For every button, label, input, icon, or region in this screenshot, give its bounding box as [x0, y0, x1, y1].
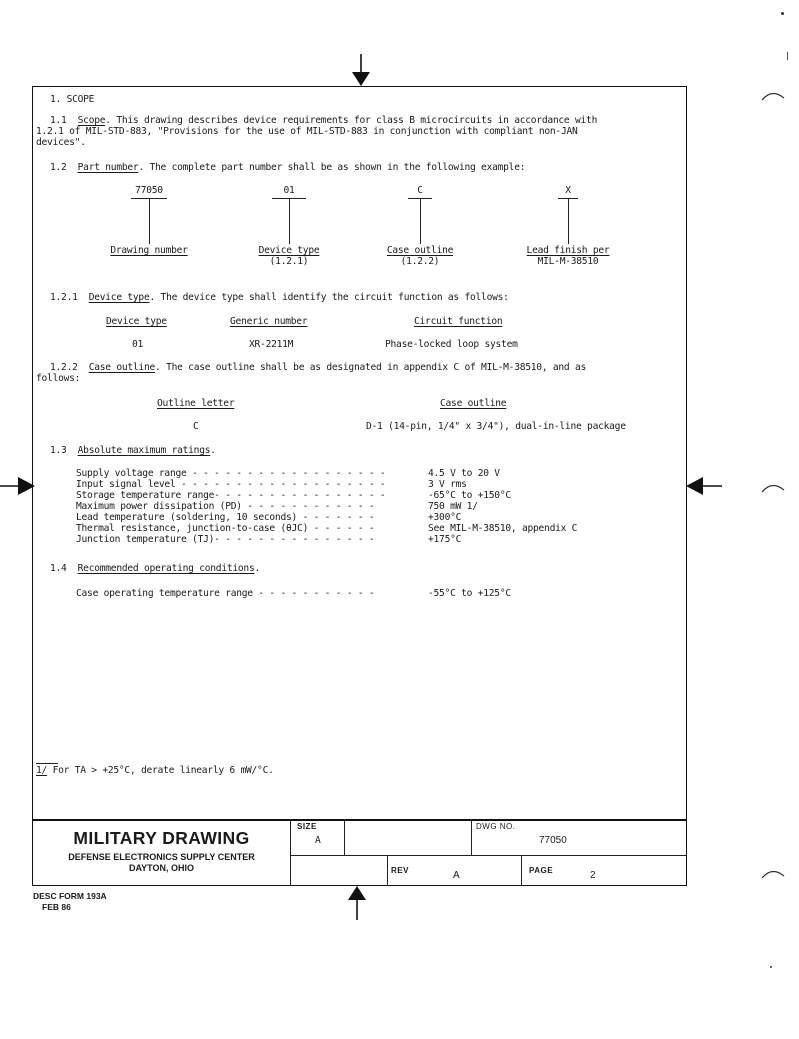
- rating-value: 3 V rms: [428, 479, 467, 490]
- rating-label: Storage temperature range- - - - - - - - - - - - - - - -: [76, 490, 386, 501]
- generic-number-value: XR-2211M: [249, 339, 294, 350]
- part-sub-case-outline: (1.2.2): [400, 256, 440, 267]
- section-1-1-line-3: devices".: [36, 137, 86, 148]
- column-header-circuit-function: Circuit function: [414, 316, 503, 327]
- section-number: 1.2: [50, 162, 67, 173]
- operating-condition-value: -55°C to +125°C: [428, 588, 511, 599]
- part-label-device-type: Device type: [258, 245, 320, 256]
- rating-label: Thermal resistance, junction-to-case (θJC) - - - - - -: [76, 523, 375, 534]
- titleblock-title: MILITARY DRAWING: [73, 828, 250, 848]
- section-title: Device type: [88, 292, 150, 303]
- scan-speck: [787, 52, 788, 60]
- rating-value: +300°C: [428, 512, 462, 523]
- operating-condition-label: Case operating temperature range - - - - - - - - - - -: [76, 588, 375, 599]
- section-1-2-1-line: [50, 292, 509, 303]
- part-connector-stem: [289, 198, 290, 244]
- size-value: A: [315, 835, 321, 846]
- section-1-heading: 1. SCOPE: [50, 94, 95, 105]
- rating-label: Junction temperature (TJ)- - - - - - - - - - - - - - -: [76, 534, 375, 545]
- footnote-text: For TA > +25°C, derate linearly 6 mW/°C.: [52, 765, 274, 776]
- scan-speck: [781, 12, 784, 15]
- footnote-mark: 1/: [36, 765, 48, 776]
- rating-value: 4.5 V to 20 V: [428, 468, 500, 479]
- circuit-function-value: Phase-locked loop system: [385, 339, 518, 350]
- registration-arrow-right: [686, 476, 722, 496]
- form-date: FEB 86: [42, 902, 71, 912]
- section-number: 1.2.2: [50, 362, 78, 373]
- registration-arrow-top: [350, 54, 372, 88]
- section-number: 1.4: [50, 563, 67, 574]
- dwg-no-label: DWG NO.: [476, 822, 516, 831]
- form-number: DESC FORM 193A: [33, 891, 107, 901]
- footnote-rule: [36, 763, 58, 764]
- section-period: .: [210, 445, 216, 456]
- section-1-4-heading: [50, 563, 260, 574]
- rev-label: REV: [391, 866, 409, 875]
- section-title: Absolute maximum ratings: [77, 445, 211, 456]
- outline-letter-value: C: [193, 421, 199, 432]
- section-title: Part number: [77, 162, 139, 173]
- section-text: . This drawing describes device requirements for class B microcircuits in accordance with: [105, 115, 598, 126]
- part-code-lead-finish: X: [565, 185, 571, 196]
- part-code-case-outline: C: [417, 185, 423, 196]
- section-text: . The case outline shall be as designated in appendix C of MIL-M-38510, and as: [155, 362, 587, 373]
- section-1-3-heading: [50, 445, 216, 456]
- size-label: SIZE: [297, 822, 317, 831]
- part-connector-stem: [149, 198, 150, 244]
- part-connector-stem: [568, 198, 569, 244]
- section-1-1-line-1: [50, 115, 597, 126]
- section-period: .: [254, 563, 261, 574]
- column-header-case-outline: Case outline: [440, 398, 507, 409]
- part-label-lead-finish: Lead finish per: [526, 245, 610, 256]
- section-1-2-2-line-2: follows:: [36, 373, 81, 384]
- column-header-device-type: Device type: [106, 316, 167, 327]
- dwg-no-value: 77050: [539, 835, 567, 846]
- page-label: PAGE: [529, 866, 554, 875]
- section-text: . The device type shall identify the circuit function as follows:: [149, 292, 509, 303]
- rating-value: 750 mW 1/: [428, 501, 478, 512]
- footnote: [36, 765, 274, 776]
- rating-value: See MIL-M-38510, appendix C: [428, 523, 578, 534]
- titleblock-top-rule: [33, 819, 686, 821]
- column-header-generic-number: Generic number: [230, 316, 308, 327]
- rating-label: Supply voltage range - - - - - - - - - - - - - - - - - -: [76, 468, 386, 479]
- part-sub-lead-finish: MIL-M-38510: [537, 256, 599, 267]
- section-title: Recommended operating conditions: [77, 563, 255, 574]
- part-code-drawing-number: 77050: [135, 185, 163, 196]
- column-header-outline-letter: Outline letter: [157, 398, 235, 409]
- scan-speck: [770, 966, 772, 968]
- part-sub-device-type: (1.2.1): [269, 256, 309, 267]
- rating-value: +175°C: [428, 534, 462, 545]
- registration-arrow-left: [0, 476, 36, 496]
- section-title: Case outline: [88, 362, 156, 373]
- titleblock-org: DEFENSE ELECTRONICS SUPPLY CENTER: [68, 852, 255, 862]
- section-1-2-line: [50, 162, 525, 173]
- part-label-case-outline: Case outline: [386, 245, 454, 256]
- titleblock-divider: [344, 819, 345, 855]
- section-number: 1.3: [50, 445, 67, 456]
- rating-label: Maximum power dissipation (PD) - - - - - - - - - - - -: [76, 501, 375, 512]
- binder-hole-mark: [760, 88, 786, 108]
- section-number: 1.1: [50, 115, 67, 126]
- case-outline-value: D-1 (14-pin, 1/4" x 3/4"), dual-in-line package: [366, 421, 626, 432]
- part-connector-stem: [420, 198, 421, 244]
- titleblock-divider: [387, 855, 388, 885]
- binder-hole-mark: [760, 866, 786, 886]
- section-text: . The complete part number shall be as shown in the following example:: [138, 162, 526, 173]
- rev-value: A: [453, 870, 460, 881]
- part-code-device-type: 01: [283, 185, 295, 196]
- binder-hole-mark: [760, 480, 786, 500]
- registration-arrow-bottom: [346, 886, 368, 920]
- device-type-value: 01: [132, 339, 144, 350]
- titleblock-mid-rule: [290, 855, 686, 856]
- section-1-2-2-line-1: [50, 362, 586, 373]
- titleblock-city: DAYTON, OHIO: [128, 863, 194, 873]
- titleblock-divider: [471, 819, 472, 855]
- rating-label: Input signal level - - - - - - - - - - - - - - - - - - -: [76, 479, 386, 490]
- section-title: Scope: [77, 115, 106, 126]
- part-label-drawing-number: Drawing number: [110, 245, 188, 256]
- titleblock-divider: [521, 855, 522, 885]
- section-number: 1.2.1: [50, 292, 78, 303]
- rating-label: Lead temperature (soldering, 10 seconds) - - - - - - -: [76, 512, 375, 523]
- titleblock-divider: [290, 819, 291, 885]
- rating-value: -65°C to +150°C: [428, 490, 511, 501]
- section-1-1-line-2: 1.2.1 of MIL-STD-883, "Provisions for the use of MIL-STD-883 in conjunction with compliant non-JAN: [36, 126, 578, 137]
- page-value: 2: [590, 870, 596, 881]
